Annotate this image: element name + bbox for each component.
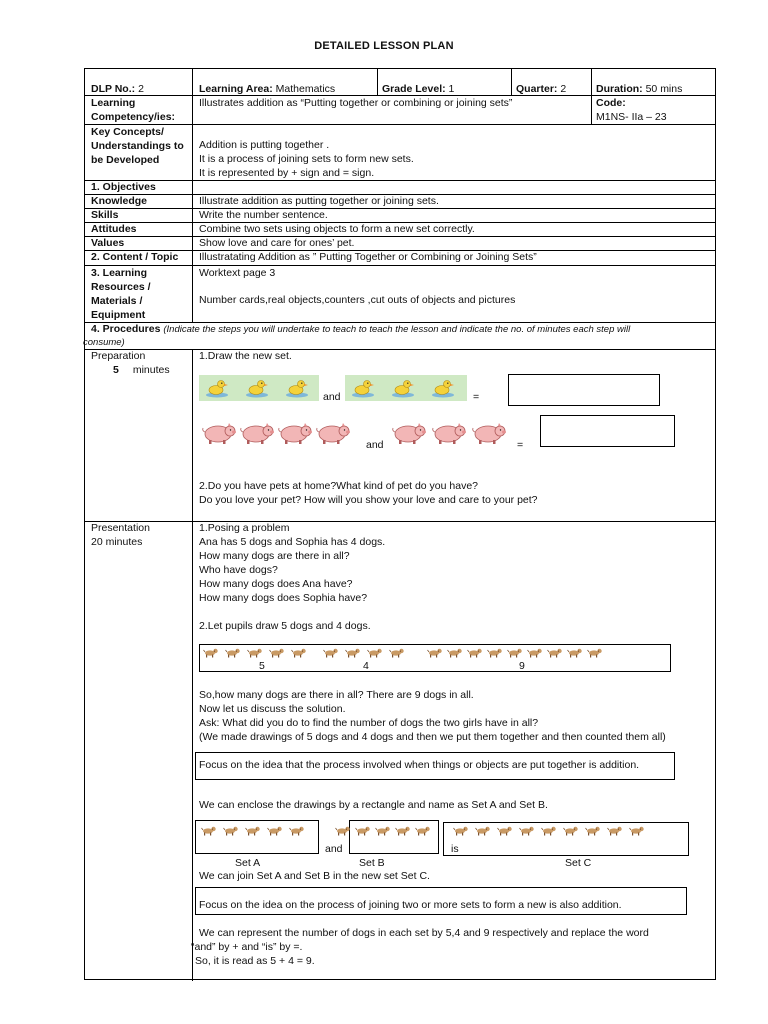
count-label: 9 (519, 660, 525, 672)
resources-label-3: Materials / (91, 295, 143, 307)
dlp-field: DLP No.: 2 (91, 83, 144, 95)
answer-box[interactable] (540, 415, 675, 447)
key-concept-line: It is represented by + sign and = sign. (199, 167, 375, 179)
dog-icon (507, 647, 523, 658)
pig-icon (431, 421, 467, 445)
duck-set-b (351, 378, 455, 398)
and-word: and (323, 391, 341, 403)
dog-icon (447, 647, 463, 658)
focus-text: Focus on the idea on the process of joining two or more sets to form a new is also addition. (199, 899, 622, 911)
problem-line: How many dogs does Ana have? (199, 578, 353, 590)
dog-icon (375, 825, 391, 836)
knowledge-text: Illustrate addition as putting together or joining sets. (199, 195, 439, 207)
content-text: Illustratating Addition as ” Putting Together or Combining or Joining Sets” (199, 251, 537, 263)
focus-text: Focus on the idea that the process involved when things or objects are put together is addition. (199, 759, 640, 771)
competency-text: Illustrates addition as “Putting together or combining or joining sets” (199, 97, 513, 109)
dog-icon (467, 647, 483, 658)
duck-icon (431, 378, 455, 398)
procedures-heading: 4. Procedures (Indicate the steps you will undertake to teach to teach the lesson and indicate the no. of minutes each step will (91, 323, 631, 335)
dog-icon (453, 825, 469, 836)
discussion-line: Ask: What did you do to find the number of dogs the two girls have in all? (199, 717, 539, 729)
preparation-label: Preparation (91, 350, 146, 362)
dog-group-4 (323, 647, 405, 658)
represent-line: We can represent the number of dogs in each set by 5,4 and 9 respectively and replace the word (199, 927, 649, 939)
count-label: 4 (363, 660, 369, 672)
attitudes-label: Attitudes (91, 223, 137, 235)
dog-icon (475, 825, 491, 836)
values-text: Show love and care for ones’ pet. (199, 237, 355, 249)
dog-group-5 (203, 647, 307, 658)
problem-line: How many dogs does Sophia have? (199, 592, 368, 604)
set-c-dogs (453, 825, 645, 836)
duck-icon (285, 378, 309, 398)
code-label: Code: (596, 97, 626, 109)
skills-text: Write the number sentence. (199, 209, 328, 221)
dog-icon (289, 825, 305, 836)
dog-icon (335, 825, 351, 836)
problem-line: 1.Posing a problem (199, 522, 290, 534)
dog-icon (541, 825, 557, 836)
represent-line: “and” by + and “is” by =. (191, 941, 303, 953)
dog-icon (267, 825, 283, 836)
prep-step: 1.Draw the new set. (199, 350, 292, 362)
join-line: We can join Set A and Set B in the new set Set C. (199, 870, 430, 882)
presentation-minutes: 20 minutes (91, 536, 143, 548)
dog-icon (367, 647, 383, 658)
dog-icon (203, 647, 219, 658)
values-label: Values (91, 237, 125, 249)
knowledge-label: Knowledge (91, 195, 148, 207)
dog-icon (567, 647, 583, 658)
equals-sign: = (517, 439, 524, 451)
dog-icon (415, 825, 431, 836)
duck-set-a (205, 378, 309, 398)
key-concept-line: It is a process of joining sets to form new sets. (199, 153, 414, 165)
dog-icon (247, 647, 263, 658)
discussion-line: (We made drawings of 5 dogs and 4 dogs and then we put them together and then counted them all) (199, 731, 666, 743)
dog-icon (487, 647, 503, 658)
procedures-note: consume) (83, 337, 125, 348)
pig-icon (277, 421, 313, 445)
dog-icon (527, 647, 543, 658)
resources-line: Number cards,real objects,counters ,cut outs of objects and pictures (199, 294, 516, 306)
problem-line: 2.Let pupils draw 5 dogs and 4 dogs. (199, 620, 371, 632)
dog-icon (585, 825, 601, 836)
is-word: is (451, 843, 459, 855)
dog-icon (395, 825, 411, 836)
pig-set-a (201, 421, 351, 445)
key-concepts-label-3: be Developed (91, 154, 160, 166)
key-concepts-label-2: Understandings to (91, 140, 184, 152)
and-word: and (325, 843, 343, 855)
quarter-field: Quarter: 2 (516, 83, 567, 95)
dog-icon (519, 825, 535, 836)
attitudes-text: Combine two sets using objects to form a new set correctly. (199, 223, 475, 235)
pig-icon (201, 421, 237, 445)
pig-set-b (391, 421, 507, 445)
dog-icon (607, 825, 623, 836)
set-b-dogs (335, 825, 431, 836)
duck-icon (205, 378, 229, 398)
resources-label: 3. Learning (91, 267, 148, 279)
resources-line: Worktext page 3 (199, 267, 276, 279)
discussion-line: So,how many dogs are there in all? There are 9 dogs in all. (199, 689, 474, 701)
sets-intro: We can enclose the drawings by a rectangle and name as Set A and Set B. (199, 799, 548, 811)
dog-icon (269, 647, 285, 658)
dog-icon (629, 825, 645, 836)
duration-field: Duration: 50 mins (596, 83, 683, 95)
set-b-label: Set B (359, 857, 385, 869)
duck-icon (351, 378, 375, 398)
dog-icon (245, 825, 261, 836)
dog-icon (223, 825, 239, 836)
dog-icon (201, 825, 217, 836)
key-concepts-label: Key Concepts/ (91, 126, 164, 138)
set-a-dogs (201, 825, 305, 836)
dog-icon (291, 647, 307, 658)
dog-icon (389, 647, 405, 658)
dog-icon (225, 647, 241, 658)
dog-icon (563, 825, 579, 836)
presentation-label: Presentation (91, 522, 150, 534)
code-value: M1NS- IIa – 23 (596, 111, 667, 123)
problem-line: How many dogs are there in all? (199, 550, 350, 562)
set-a-label: Set A (235, 857, 261, 869)
duck-icon (391, 378, 415, 398)
set-c-label: Set C (565, 857, 592, 869)
dog-icon (497, 825, 513, 836)
represent-line: So, it is read as 5 + 4 = 9. (195, 955, 315, 967)
dog-icon (323, 647, 339, 658)
dog-group-9 (427, 647, 603, 658)
prep-question: 2.Do you have pets at home?What kind of pet do you have? (199, 480, 479, 492)
dog-icon (547, 647, 563, 658)
problem-line: Who have dogs? (199, 564, 278, 576)
dog-icon (427, 647, 443, 658)
equals-sign: = (473, 391, 480, 403)
resources-label-4: Equipment (91, 309, 146, 321)
learning-area-field: Learning Area: Mathematics (199, 83, 336, 95)
pig-icon (315, 421, 351, 445)
dog-icon (587, 647, 603, 658)
discussion-line: Now let us discuss the solution. (199, 703, 346, 715)
document-title: DETAILED LESSON PLAN (314, 40, 454, 52)
preparation-minutes: 5 minutes (113, 364, 170, 376)
competency-label: Learning (91, 97, 136, 109)
pig-icon (471, 421, 507, 445)
problem-line: Ana has 5 dogs and Sophia has 4 dogs. (199, 536, 386, 548)
lesson-plan-table (84, 68, 716, 980)
answer-box[interactable] (508, 374, 660, 406)
and-word: and (366, 439, 384, 451)
objectives-heading: 1. Objectives (91, 181, 156, 193)
grade-level-field: Grade Level: 1 (382, 83, 455, 95)
resources-label-2: Resources / (91, 281, 151, 293)
pig-icon (391, 421, 427, 445)
prep-question: Do you love your pet? How will you show your love and care to your pet? (199, 494, 538, 506)
competency-label-2: Competency/ies: (91, 111, 176, 123)
content-label: 2. Content / Topic (91, 251, 179, 263)
count-label: 5 (259, 660, 265, 672)
dog-icon (345, 647, 361, 658)
pig-icon (239, 421, 275, 445)
skills-label: Skills (91, 209, 119, 221)
dog-icon (355, 825, 371, 836)
key-concept-line: Addition is putting together . (199, 139, 330, 151)
duck-icon (245, 378, 269, 398)
